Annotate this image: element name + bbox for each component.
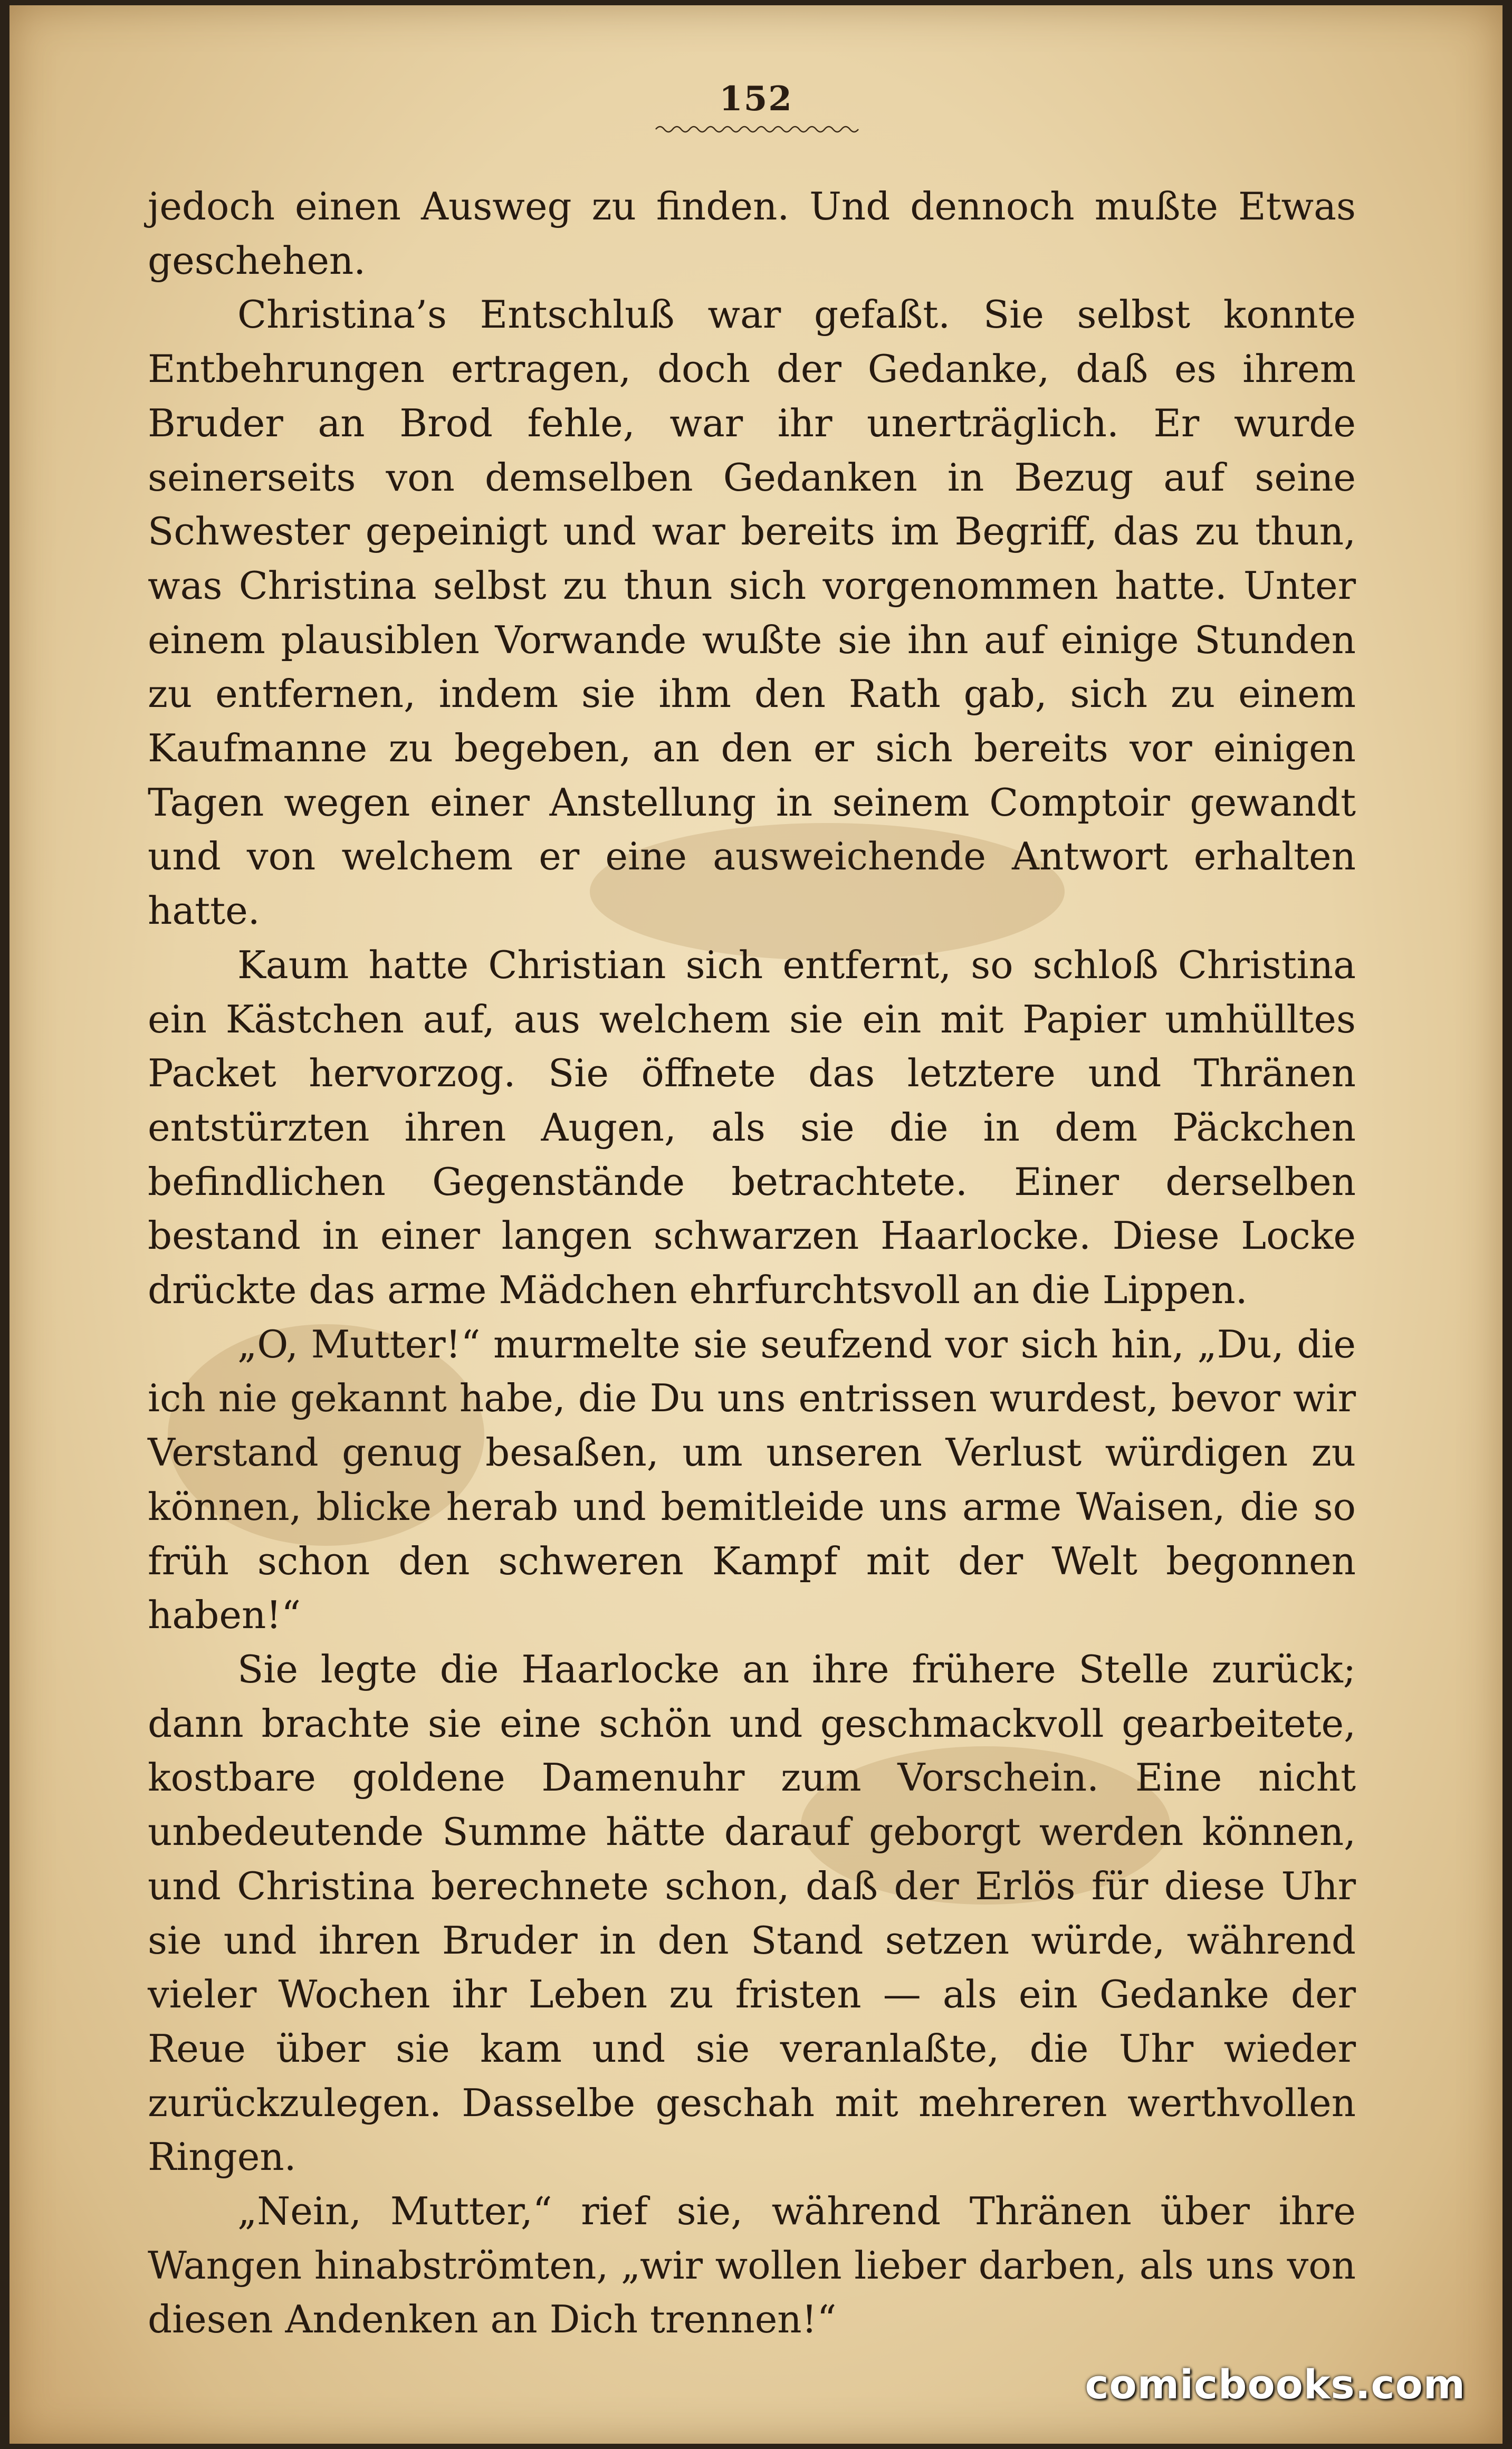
book-page (9, 5, 1503, 2444)
paragraph: „O, Mutter!“ murmelte sie seufzend vor sich hin, „Du, die ich nie gekannt habe, die Du uns entrissen wurdest, bevor wir Verstand genug besaßen, um unseren Verlust würdigen zu können, blicke herab und bemitleide uns arme Waisen, die so früh schon den schweren Kampf mit der Welt begonnen haben!“ (148, 1322, 1356, 1638)
paragraph: „Nein, Mutter,“ rief sie, während Thränen über ihre Wangen hinabströmten, „wir wollen lieber darben, als uns von diesen Andenken an Dich trennen!“ (148, 2189, 1356, 2342)
page-number: 152 (719, 79, 793, 119)
page-header (9, 79, 1503, 133)
paragraph-continuation: jedoch einen Ausweg zu finden. Und dennoch mußte Etwas geschehen. (148, 184, 1356, 283)
ornamental-rule (650, 122, 862, 133)
watermark: comicbooks.com (1085, 2361, 1466, 2408)
paragraph: Christina’s Entschluß war gefaßt. Sie selbst konnte Entbehrungen ertragen, doch der Gedanke, daß es ihrem Bruder an Brod fehle, war ihr unerträglich. Er wurde seinerseits von demselben Gedanken in Bezug auf seine Schwester gepeinigt und war bereits im Begriff, das zu thun, was Christina selbst zu thun sich vorgenommen hatte. Unter einem plausiblen Vorwande wußte sie ihn auf einige Stunden zu entfernen, indem sie ihm den Rath gab, sich zu einem Kaufmanne zu begeben, an den er sich bereits vor einigen Tagen wegen einer Anstellung in seinem Comptoir gewandt und von welchem er eine ausweichende Antwort erhalten hatte. (148, 292, 1356, 933)
paragraph: Sie legte die Haarlocke an ihre frühere Stelle zurück; dann brachte sie eine schön und geschmackvoll gearbeitete, kostbare goldene Damenuhr zum Vorschein. Eine nicht unbedeutende Summe hätte darauf geborgt werden können, und Christina berechnete schon, daß der Erlös für diese Uhr sie und ihren Bruder in den Stand setzen würde, während vieler Wochen ihr Leben zu fristen — als ein Gedanke der Reue über sie kam und sie veranlaßte, die Uhr wieder zurückzulegen. Dasselbe geschah mit mehreren werthvollen Ringen. (148, 1647, 1356, 2179)
paragraph: Kaum hatte Christian sich entfernt, so schloß Christina ein Kästchen auf, aus welchem sie ein mit Papier umhülltes Packet hervorzog. Sie öffnete das letztere und Thränen entstürzten ihren Augen, als sie die in dem Päckchen befindlichen Gegenstände betrachtete. Einer derselben bestand in einer langen schwarzen Haarlocke. Diese Locke drückte das arme Mädchen ehrfurchtsvoll an die Lippen. (148, 942, 1356, 1313)
body-text (148, 179, 1356, 2347)
